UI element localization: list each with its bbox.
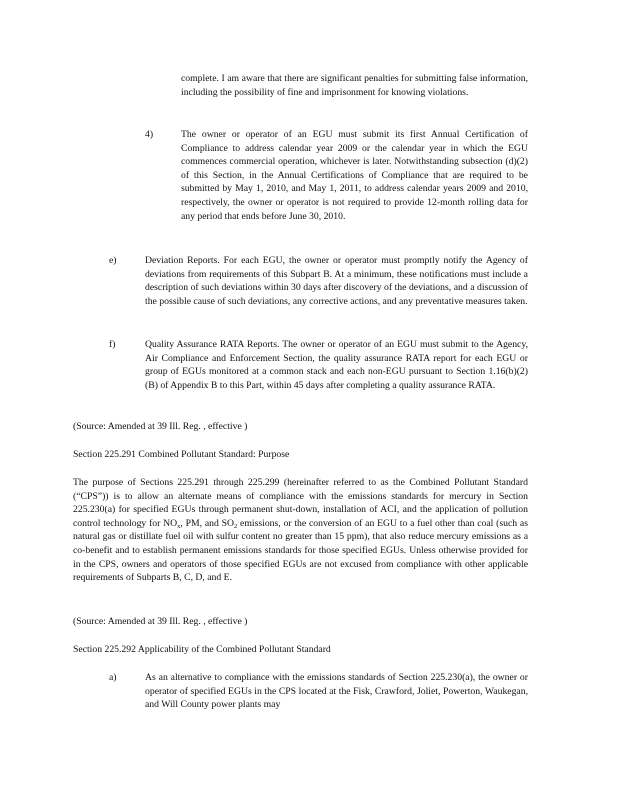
rata-reports-paragraph — [145, 338, 528, 392]
source-note: (Source: Amended at 39 Ill. Reg. , effective ) — [73, 616, 248, 627]
section-heading-225-292: Section 225.292 Applicability of the Combined Pollutant Standard — [73, 644, 331, 655]
alternative-compliance-paragraph — [145, 671, 528, 712]
item-label-e: e) — [109, 255, 117, 266]
purpose-paragraph — [73, 476, 528, 585]
paragraph-text: The purpose of Sections 225.291 through 225.299 (hereinafter referred to as the Combined Pollutant Standard (“CPS”)) is to allow an alternate means of compliance with the emissions standards for mercury in Section 225.230(a) for specified EGUs through permanent shut-down, installation of ACI, and the application of pollution control technology for NO — [73, 477, 528, 529]
deviation-reports-paragraph — [145, 254, 528, 308]
subscript-2: 2 — [234, 522, 238, 530]
subscript-x: x — [177, 522, 181, 530]
paragraph-text: Deviation Reports. For each EGU, the owner or operator must promptly notify the Agency of deviations from requirements of this Subpart B. At a minimum, these notifications must include a description of such deviations within 30 days after discovery of the deviations, and a discussion of the possible cause of such deviations, any corrective actions, and any preventative measures taken. — [145, 255, 528, 307]
paragraph-text: As an alternative to compliance with the emissions standards of Section 225.230(a), the owner or operator of specified EGUs in the CPS located at the Fisk, Crawford, Joliet, Powerton, Waukegan, and Will County power plants may — [145, 672, 528, 711]
paragraph-text: , PM, and SO — [180, 517, 235, 529]
item-label-4: 4) — [145, 129, 154, 140]
annual-certification-paragraph — [181, 128, 528, 223]
paragraph-text: The owner or operator of an EGU must submit its first Annual Certification of Compliance to address calendar year 2009 or the calendar year in which the EGU commences commercial operation, whichever is later. Notwithstanding subsection (d)(2) of this Section, in the Annual Certifications of Compliance that are required to be submitted by May 1, 2010, and May 1, 2011, to address calendar years 2009 and 2010, respectively, the owner or operator is not required to provide 12-month rolling data for any period that ends before June 30, 2010. — [181, 129, 528, 222]
paragraph-text: emissions, or the conversion of an EGU to a fuel other than coal (such as natural gas or distillate fuel oil with sulfur content no greater than 15 ppm), that also reduce mercury emissions as a co-benefit and to establish permanent emissions standards for those specified EGUs. Unless otherwise provided for in the CPS, owners and operators of those specified EGUs are not excused from compliance with other applicable requirements of Subparts B, C, D, and E. — [73, 517, 529, 584]
paragraph-text: Quality Assurance RATA Reports. The owner or operator of an EGU must submit to the Agency, Air Compliance and Enforcement Section, the quality assurance RATA report for each EGU or group of EGUs monitored at a common stack and each non-EGU pursuant to Section 1.16(b)(2)(B) of Appendix B to this Part, within 45 days after completing a quality assurance RATA. — [145, 339, 528, 391]
source-note: (Source: Amended at 39 Ill. Reg. , effective ) — [73, 421, 248, 432]
item-label-a: a) — [109, 672, 117, 683]
section-heading-225-291: Section 225.291 Combined Pollutant Standard: Purpose — [73, 449, 290, 460]
item-label-f: f) — [109, 339, 116, 350]
paragraph-text: complete. I am aware that there are significant penalties for submitting false information, including the possibility of fine and imprisonment for knowing violations. — [181, 73, 528, 98]
certification-continuation — [181, 72, 528, 99]
